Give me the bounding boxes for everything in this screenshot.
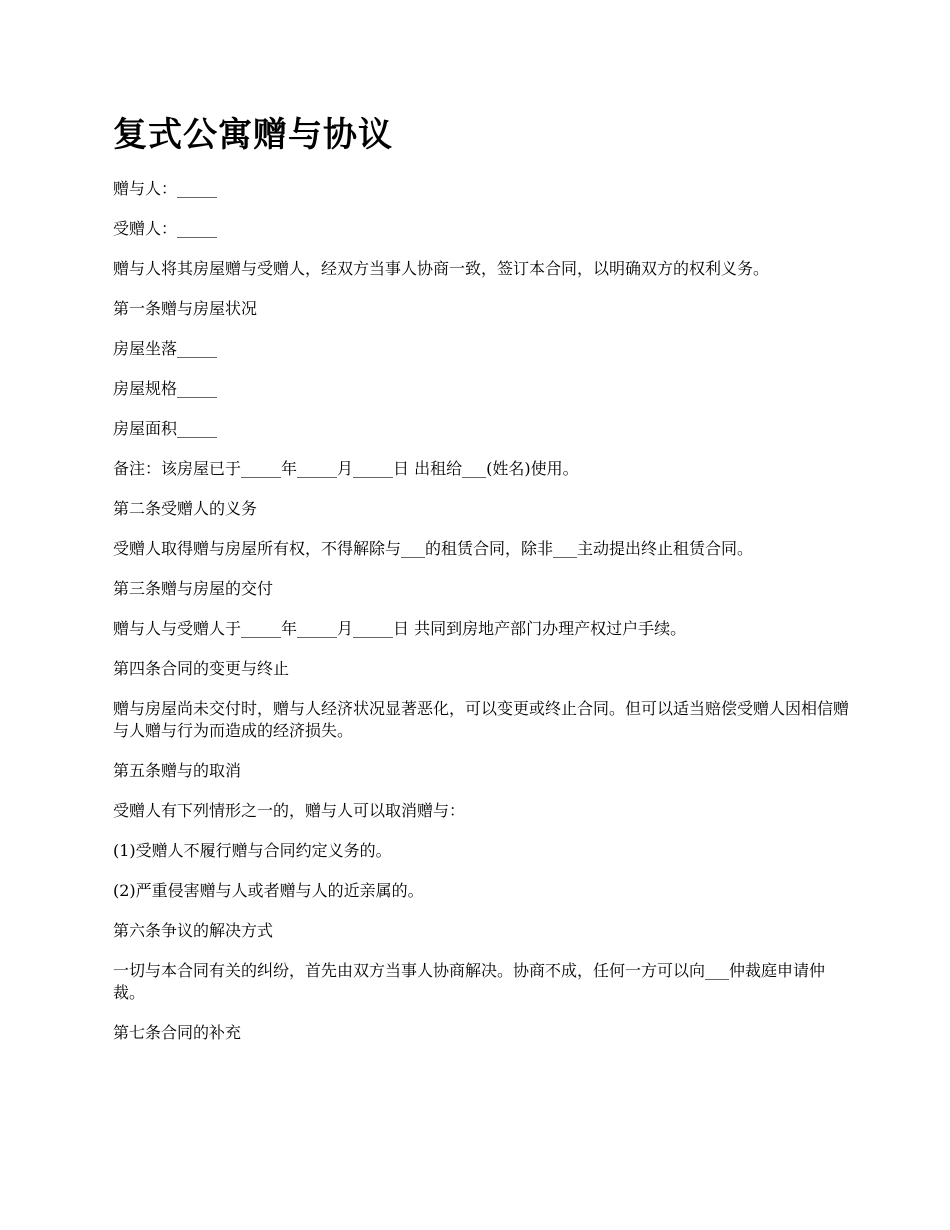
article-5-item-2: (2)严重侵害赠与人或者赠与人的近亲属的。 — [113, 881, 424, 900]
house-area-line: 房屋面积_____ — [113, 419, 218, 438]
article-4-heading: 第四条合同的变更与终止 — [113, 659, 290, 678]
house-spec-line: 房屋规格_____ — [113, 379, 218, 398]
article-3-heading: 第三条赠与房屋的交付 — [113, 579, 274, 598]
article-7-heading: 第七条合同的补充 — [113, 1023, 242, 1042]
donee-line: 受赠人：_____ — [113, 219, 218, 238]
article-6-heading: 第六条争议的解决方式 — [113, 921, 274, 940]
article-2-heading: 第二条受赠人的义务 — [113, 499, 258, 518]
document-page — [113, 112, 853, 1062]
article-5-item-1: (1)受赠人不履行赠与合同约定义务的。 — [113, 841, 392, 860]
donor-line: 赠与人：_____ — [113, 179, 218, 198]
article-2-body: 受赠人取得赠与房屋所有权，不得解除与___的租赁合同，除非___主动提出终止租赁合同。 — [113, 539, 754, 558]
article-1-heading: 第一条赠与房屋状况 — [113, 299, 258, 318]
article-6-body: 一切与本合同有关的纠纷，首先由双方当事人协商解决。协商不成，任何一方可以向___仲裁庭申请仲裁。 — [113, 961, 826, 1002]
document-title: 复式公寓赠与协议 — [113, 115, 393, 155]
article-5-heading: 第五条赠与的取消 — [113, 761, 242, 780]
article-4-body: 赠与房屋尚未交付时，赠与人经济状况显著恶化，可以变更或终止合同。但可以适当赔偿受赠人因相信赠与人赠与行为而造成的经济损失。 — [113, 699, 850, 740]
preamble-paragraph: 赠与人将其房屋赠与受赠人，经双方当事人协商一致，签订本合同，以明确双方的权利义务。 — [113, 259, 770, 278]
article-3-body: 赠与人与受赠人于_____年_____月_____日 共同到房地产部门办理产权过户手续。 — [113, 619, 687, 638]
remark-paragraph: 备注：该房屋已于_____年_____月_____日 出租给___(姓名)使用。 — [113, 459, 579, 478]
house-location-line: 房屋坐落_____ — [113, 339, 218, 358]
article-5-intro: 受赠人有下列情形之一的，赠与人可以取消赠与： — [113, 801, 466, 820]
